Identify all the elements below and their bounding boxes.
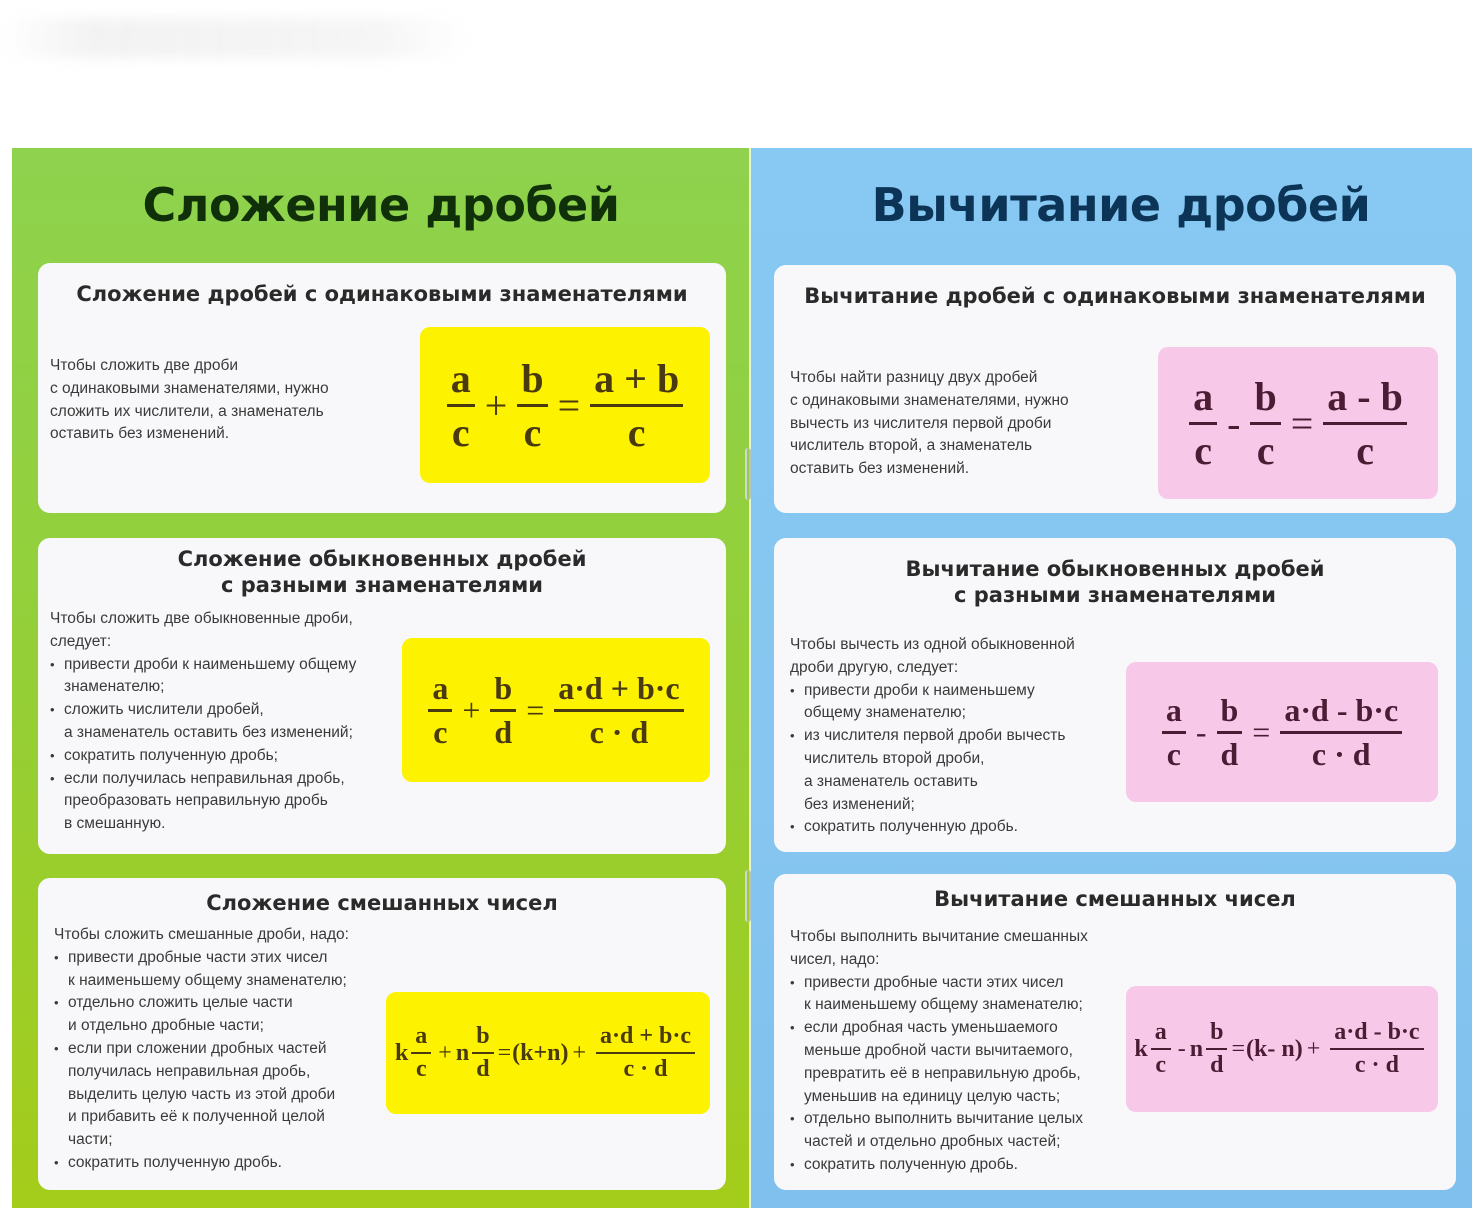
text-line: дроби другую, следует:	[790, 658, 959, 676]
list-item: • сократить полученную дробь.	[54, 1152, 394, 1175]
text-line: оставить без изменений.	[50, 425, 230, 443]
steps-list	[790, 680, 1130, 840]
steps-list	[50, 654, 410, 836]
card-title: Сложение смешанных чисел	[206, 891, 558, 915]
denominator: c	[415, 1056, 427, 1082]
numerator: a·d + b·c	[554, 670, 683, 712]
formula-box	[1158, 347, 1438, 499]
denominator: c	[1356, 427, 1374, 473]
formula-box	[386, 992, 710, 1114]
text-line: Чтобы выполнить вычитание смешанных	[790, 928, 1088, 945]
denominator: c · d	[1311, 735, 1371, 772]
list-item: • из числителя первой дроби вычесть числитель второй дроби, а знаменатель оставить без изменений;	[790, 725, 1130, 816]
text-line: оставить без изменений.	[790, 460, 970, 478]
page-title: Вычитание дробей	[871, 178, 1371, 232]
numerator: a	[1151, 1019, 1171, 1050]
whole-part: k	[1134, 1035, 1148, 1062]
list-item: • отдельно сложить целые части и отдельно дробные части;	[54, 992, 394, 1038]
numerator: b	[517, 355, 547, 407]
card-title: Вычитание смешанных чисел	[934, 887, 1296, 911]
numerator: a·d - b·c	[1280, 692, 1402, 734]
denominator: d	[1220, 735, 1239, 772]
card-different-denominator-subtraction	[774, 538, 1456, 852]
book-spine	[749, 148, 751, 1208]
text-line: Чтобы сложить две дроби	[50, 357, 238, 374]
title-line: с разными знаменателями	[954, 583, 1276, 607]
denominator: c	[627, 409, 646, 455]
list-item: • привести дробные части этих чисел к наименьшему общему знаменателю;	[54, 947, 394, 993]
text-line: сложить их числители, а знаменатель	[50, 402, 324, 420]
card-description	[50, 608, 410, 836]
card-title: Вычитание дробей с одинаковыми знаменателями	[804, 284, 1426, 308]
formula	[422, 670, 689, 751]
card-mixed-number-subtraction	[774, 874, 1456, 1190]
list-item: • сложить числители дробей, а знаменатель оставить без изменений;	[50, 699, 410, 745]
steps-list	[54, 947, 394, 1175]
denominator: c · d	[589, 713, 649, 750]
title-line: с разными знаменателями	[221, 573, 543, 597]
numerator: a	[428, 670, 452, 712]
staple-icon	[745, 448, 751, 500]
denominator: d	[1210, 1052, 1224, 1078]
text-line: с одинаковыми знаменателями, нужно	[50, 379, 329, 397]
card-description	[54, 924, 394, 1175]
denominator: c	[1166, 735, 1181, 772]
operator: +	[438, 1039, 452, 1066]
equals: =	[557, 382, 581, 428]
list-item: • если при сложении дробных частей получилась неправильная дробь, выделить целую часть из этой дроби и прибавить её к полученной целой части;	[54, 1038, 394, 1152]
denominator: c · d	[623, 1056, 668, 1082]
numerator: a	[1162, 692, 1186, 734]
numerator: b	[1217, 692, 1243, 734]
denominator: d	[494, 713, 513, 750]
operator: +	[1306, 1035, 1321, 1062]
formula-box	[420, 327, 710, 483]
addition-page	[12, 148, 750, 1208]
denominator: c	[1155, 1052, 1167, 1078]
whole-part: n	[1189, 1035, 1204, 1062]
whole-sum: (k+n)	[512, 1039, 569, 1066]
formula	[395, 1023, 701, 1083]
text-line: числитель второй, а знаменатель	[790, 437, 1033, 455]
text-line: с одинаковыми знаменателями, нужно	[790, 391, 1069, 409]
text-line: Чтобы сложить две обыкновенные дроби,	[50, 610, 353, 627]
denominator: c	[451, 409, 470, 455]
blurred-background-text	[0, 18, 470, 58]
text-line: Чтобы вычесть из одной обыкновенной	[790, 636, 1075, 653]
text-line: Чтобы сложить смешанные дроби, надо:	[54, 926, 349, 943]
numerator: b	[1206, 1019, 1227, 1050]
operator: -	[1227, 400, 1241, 446]
title-line: Вычитание обыкновенных дробей	[905, 557, 1325, 581]
steps-list	[790, 972, 1140, 1177]
equals: =	[1231, 1035, 1246, 1062]
list-item: • если получилась неправильная дробь, преобразовать неправильную дробь в смешанную.	[50, 768, 410, 836]
formula	[1183, 373, 1413, 474]
title-line: Сложение обыкновенных дробей	[177, 547, 587, 571]
numerator: b	[472, 1023, 493, 1054]
card-different-denominator-addition	[38, 538, 726, 854]
list-item: • сократить полученную дробь;	[50, 745, 410, 768]
card-description	[790, 367, 1130, 481]
formula	[1134, 1019, 1429, 1079]
list-item: • отдельно выполнить вычитание целых частей и отдельно дробных частей;	[790, 1108, 1140, 1154]
list-item: • если дробная часть уменьшаемого меньше дробной части вычитаемого, превратить её в неправильную дробь, уменьшив на единицу целую часть;	[790, 1017, 1140, 1108]
card-same-denominator-addition	[38, 263, 726, 513]
equals: =	[497, 1039, 512, 1066]
operator: +	[572, 1039, 587, 1066]
whole-part: k	[394, 1039, 409, 1066]
equals: =	[1252, 713, 1271, 750]
operator: +	[462, 691, 481, 728]
card-title	[774, 556, 1456, 608]
page-title: Сложение дробей	[142, 178, 620, 232]
list-item: • сократить полученную дробь.	[790, 1154, 1140, 1177]
equals: =	[1290, 400, 1314, 446]
list-item: • сократить полученную дробь.	[790, 816, 1130, 839]
card-same-denominator-subtraction	[774, 265, 1456, 513]
list-item: • привести дроби к наименьшему общему знаменателю;	[790, 680, 1130, 726]
formula-box	[1126, 662, 1438, 802]
whole-part: n	[455, 1039, 470, 1066]
denominator: c	[523, 409, 542, 455]
card-description	[790, 926, 1140, 1177]
formula-box	[1126, 986, 1438, 1112]
formula	[1156, 692, 1408, 773]
numerator: a·d + b·c	[596, 1023, 695, 1054]
whole-difference: (k- n)	[1246, 1035, 1303, 1062]
formula	[441, 355, 689, 456]
staple-icon	[745, 870, 751, 922]
denominator: c · d	[1354, 1052, 1399, 1078]
card-description	[790, 634, 1130, 839]
numerator: a	[411, 1023, 431, 1054]
numerator: a	[1189, 373, 1217, 425]
text-line: вычесть из числителя первой дроби	[790, 414, 1052, 432]
card-title	[38, 546, 726, 598]
text-line: Чтобы найти разницу двух дробей	[790, 369, 1038, 386]
card-title: Сложение дробей с одинаковыми знаменателями	[76, 282, 688, 306]
text-line: чисел, надо:	[790, 950, 880, 968]
operator: -	[1195, 713, 1207, 750]
denominator: c	[1194, 427, 1213, 473]
operator: +	[484, 382, 508, 428]
numerator: a·d - b·c	[1330, 1019, 1423, 1050]
card-mixed-number-addition	[38, 878, 726, 1190]
denominator: d	[476, 1056, 490, 1082]
numerator: a + b	[590, 355, 683, 407]
operator: -	[1177, 1035, 1186, 1062]
numerator: b	[490, 670, 516, 712]
list-item: • привести дробные части этих чисел к наименьшему общему знаменателю;	[790, 972, 1140, 1018]
numerator: a	[447, 355, 475, 407]
denominator: c	[433, 713, 448, 750]
numerator: a - b	[1323, 373, 1407, 425]
subtraction-page	[750, 148, 1472, 1208]
equals: =	[526, 691, 545, 728]
formula-box	[402, 638, 710, 782]
text-line: следует:	[50, 632, 112, 650]
numerator: b	[1250, 373, 1280, 425]
list-item: • привести дроби к наименьшему общему знаменателю;	[50, 654, 410, 700]
denominator: c	[1256, 427, 1275, 473]
card-description	[50, 355, 390, 446]
